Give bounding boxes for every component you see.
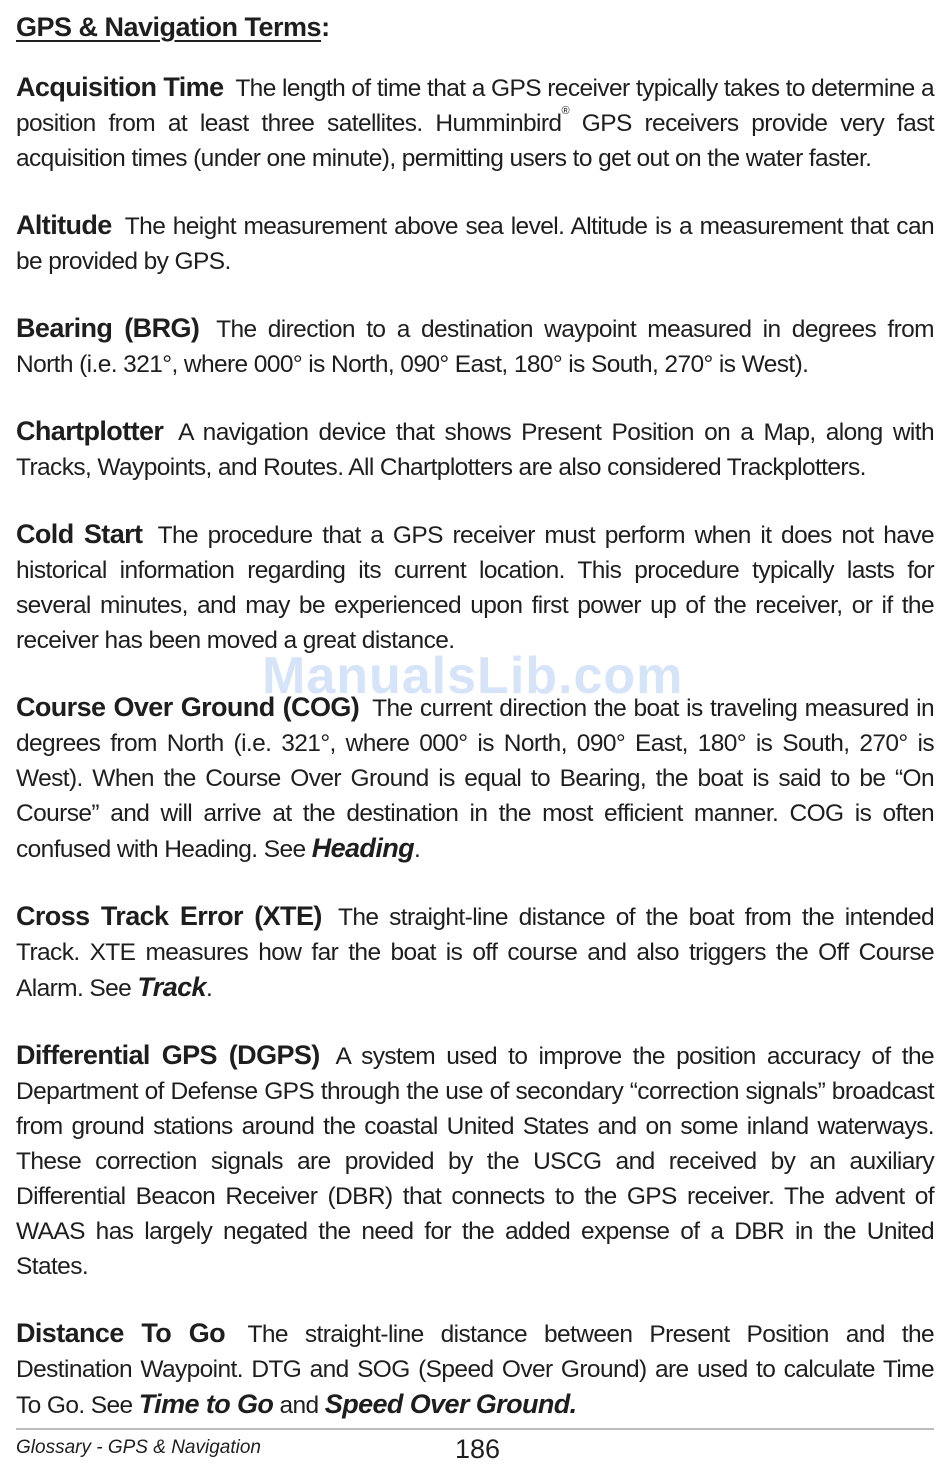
glossary-term: Cross Track Error (XTE)	[16, 901, 322, 931]
glossary-definition: The current direction the boat is traveling measured in degrees from North (i.e. 321°, where 000° is North, 090° East, 180° is South, 270° is West). When the Course Over Ground is equal to Bearing, the boat is said to be “On Course” and will arrive at the destination in the most efficient manner. COG is often confused with Heading. See	[16, 695, 934, 863]
glossary-entry-cold-start	[16, 517, 934, 658]
glossary-entry-differential-gps	[16, 1038, 934, 1284]
glossary-list	[16, 70, 934, 1455]
glossary-definition: The height measurement above sea level. Altitude is a measurement that can be provided by GPS.	[16, 213, 935, 275]
glossary-term: Acquisition Time	[16, 72, 224, 102]
glossary-term: Differential GPS (DGPS)	[16, 1040, 320, 1070]
glossary-entry-cross-track-error	[16, 899, 934, 1006]
glossary-definition: The straight-line distance between Present Position and the Destination Waypoint. DTG and SOG (Speed Over Ground) are used to calculate Time To Go. See	[16, 1321, 934, 1419]
glossary-entry-bearing	[16, 311, 934, 382]
glossary-definition: A navigation device that shows Present Position on a Map, along with Tracks, Waypoints, and Routes. All Chartplotters are also considered Trackplotters.	[16, 419, 934, 481]
glossary-entry-distance-to-go	[16, 1316, 934, 1423]
cross-reference-link[interactable]: Time to Go	[138, 1389, 274, 1419]
glossary-definition: The direction to a destination waypoint measured in degrees from North (i.e. 321°, where 000° is North, 090° East, 180° is South, 270° is West).	[16, 316, 934, 378]
cross-reference-link[interactable]: Speed Over Ground.	[324, 1389, 577, 1419]
glossary-definition: The straight-line distance of the boat from the intended Track. XTE measures how far the boat is off course and also triggers the Off Course Alarm. See	[16, 904, 935, 1002]
glossary-definition: A system used to improve the position accuracy of the Department of Defense GPS through the use of secondary “correction signals” broadcast from ground stations around the coastal United States and on some inland waterways. These correction signals are provided by the USCG and received by an auxiliary Differential Beacon Receiver (DBR) that connects to the GPS receiver. The advent of WAAS has largely negated the need for the added expense of a DBR in the United States.	[16, 1043, 934, 1280]
cross-reference-link[interactable]: Track	[137, 972, 206, 1002]
glossary-term: Distance To Go	[16, 1318, 226, 1348]
glossary-term: Cold Start	[16, 519, 143, 549]
page-number: 186	[455, 1434, 501, 1464]
glossary-definition: The procedure that a GPS receiver must perform when it does not have historical information regarding its current location. This procedure typically lasts for several minutes, and may be experienced upon first power up of the receiver, or if the receiver has been moved a great distance.	[16, 522, 934, 654]
glossary-entry-course-over-ground	[16, 690, 934, 867]
registered-mark: ®	[561, 105, 569, 117]
glossary-entry-chartplotter	[16, 414, 934, 485]
glossary-definition: The length of time that a GPS receiver typically takes to determine a position from at least three satellites. Humminbird	[16, 75, 934, 137]
page-title	[16, 12, 330, 43]
footer-section-label: Glossary - GPS & Navigation	[16, 1437, 261, 1458]
glossary-term: Chartplotter	[16, 416, 164, 446]
footer-divider	[16, 1428, 934, 1430]
glossary-entry-altitude	[16, 208, 934, 279]
glossary-entry-acquisition-time	[16, 70, 934, 176]
sentence-end: .	[414, 836, 421, 863]
watermark: ManualsLib.com	[262, 647, 684, 705]
page-title-text: GPS & Navigation Terms	[16, 12, 322, 42]
glossary-term: Course Over Ground (COG)	[16, 692, 360, 722]
cross-reference-link[interactable]: Heading	[311, 833, 415, 863]
glossary-definition-cont: GPS receivers provide very fast acquisition times (under one minute), permitting users to get out on the water faster.	[16, 110, 934, 172]
conjunction: and	[273, 1392, 325, 1419]
glossary-term: Altitude	[16, 210, 112, 240]
page-title-colon: :	[321, 12, 330, 42]
sentence-end: .	[205, 975, 213, 1002]
glossary-term: Bearing (BRG)	[16, 313, 200, 343]
